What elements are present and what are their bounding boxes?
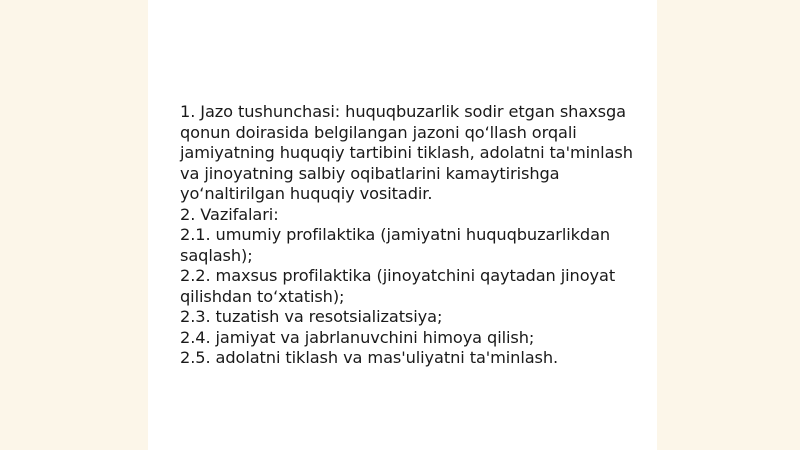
paragraph-definition: 1. Jazo tushunchasi: huquqbuzarlik sodir etgan shaxsga qonun doirasida belgilangan jazoni qo‘llash orqali jamiyatning huquqiy tartibini tiklash, adolatni ta'minlash va jinoyatning salbiy oqibatlarini kamaytirishga yo‘naltirilgan huquqiy vositadir. bbox=[180, 102, 633, 203]
paragraph-tasks-heading: 2. Vazifalari: bbox=[180, 204, 279, 224]
list-item: 2.3. tuzatish va resotsializatsiya; bbox=[180, 307, 443, 326]
list-item: 2.5. adolatni tiklash va mas'uliyatni ta'minlash. bbox=[180, 348, 559, 367]
list-item: 2.4. jamiyat va jabrlanuvchini himoya qilish; bbox=[180, 327, 535, 347]
document-page bbox=[148, 0, 657, 450]
list-item: 2.1. umumiy profilaktika (jamiyatni huquqbuzarlikdan saqlash); bbox=[180, 225, 611, 265]
list-item: 2.2. maxsus profilaktika (jinoyatchini qaytadan jinoyat qilishdan to‘xtatish); bbox=[180, 266, 616, 306]
document-body bbox=[180, 102, 650, 369]
